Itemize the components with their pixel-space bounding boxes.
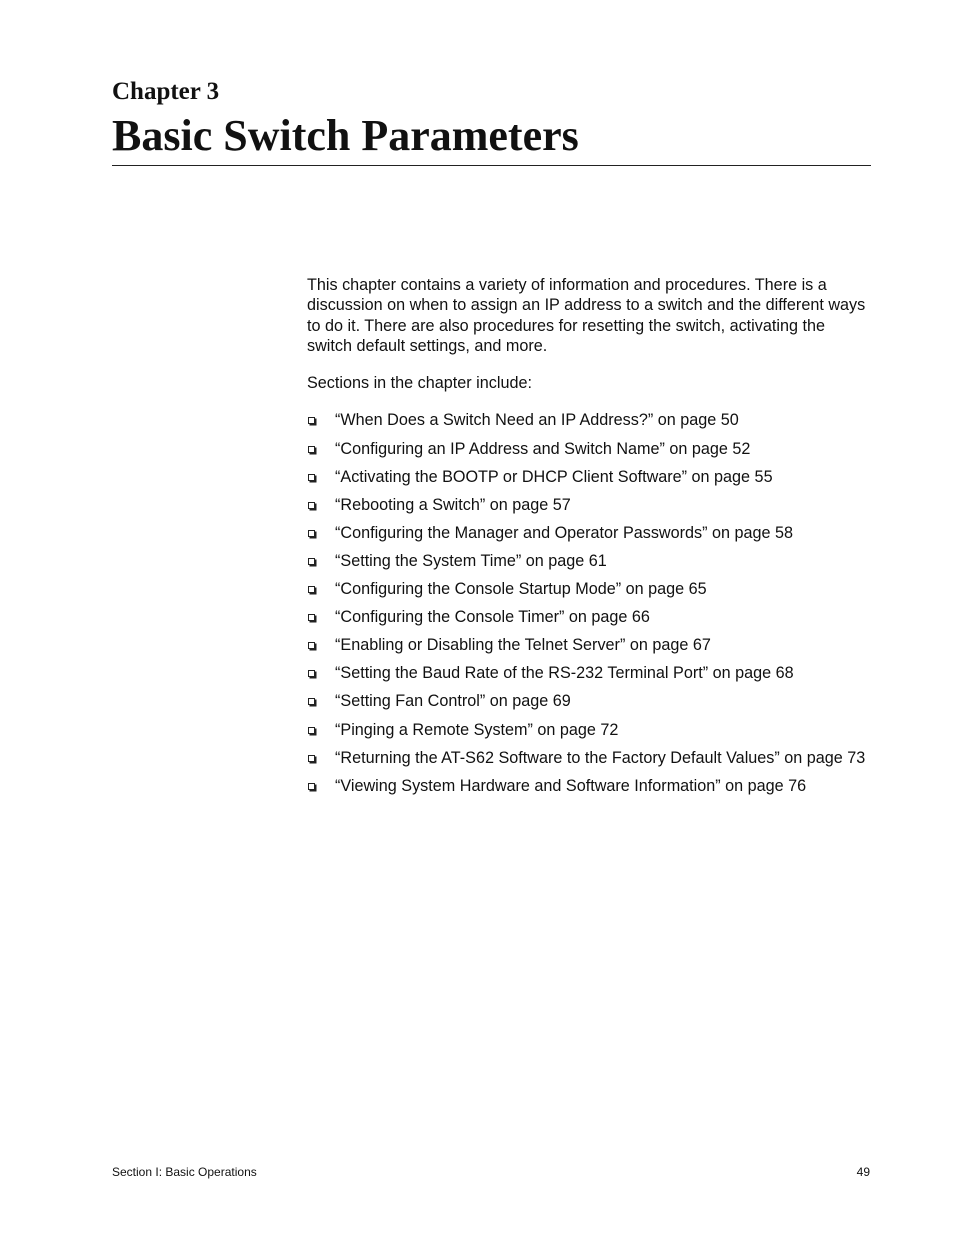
checkbox-bullet-icon (308, 642, 315, 649)
section-link-configure-ip[interactable] (307, 439, 873, 459)
checkbox-bullet-icon (308, 783, 315, 790)
checkbox-bullet-icon (308, 727, 315, 734)
checkbox-bullet-icon (308, 446, 315, 453)
section-link-system-info[interactable] (307, 776, 873, 796)
chapter-content (307, 275, 873, 804)
checkbox-bullet-icon (308, 670, 315, 677)
section-link-system-time[interactable] (307, 551, 873, 571)
title-divider (112, 165, 871, 166)
section-link-label: “Returning the AT-S62 Software to the Factory Default Values” on page 73 (335, 748, 866, 767)
section-link-label: “Setting the System Time” on page 61 (335, 551, 607, 570)
section-link-label: “Enabling or Disabling the Telnet Server” on page 67 (335, 636, 711, 655)
checkbox-bullet-icon (308, 474, 315, 481)
checkbox-bullet-icon (308, 614, 315, 621)
section-link-bootp-dhcp[interactable] (307, 467, 873, 487)
checkbox-bullet-icon (308, 698, 315, 705)
section-link-label: “Activating the BOOTP or DHCP Client Software” on page 55 (335, 467, 773, 486)
intro-paragraph: This chapter contains a variety of information and procedures. There is a discussion on when to assign an IP address to a switch and the different ways to do it. There are also procedures for resetting the switch, activating the switch default settings, and more. (307, 276, 866, 355)
section-link-baud-rate[interactable] (307, 663, 873, 683)
section-link-label: “Configuring the Manager and Operator Passwords” on page 58 (335, 523, 794, 542)
section-link-ip-address-need[interactable] (307, 410, 873, 430)
section-link-label: “Setting Fan Control” on page 69 (335, 692, 571, 711)
sections-lead: Sections in the chapter include: (307, 374, 532, 393)
section-link-fan-control[interactable] (307, 691, 873, 711)
section-link-label: “Configuring the Console Timer” on page 66 (335, 608, 650, 627)
checkbox-bullet-icon (308, 417, 315, 424)
section-link-pinging[interactable] (307, 720, 873, 740)
section-link-label: “Rebooting a Switch” on page 57 (335, 495, 571, 514)
checkbox-bullet-icon (308, 530, 315, 537)
section-link-passwords[interactable] (307, 523, 873, 543)
section-link-label: “Configuring the Console Startup Mode” on page 65 (335, 580, 707, 599)
section-link-rebooting[interactable] (307, 495, 873, 515)
checkbox-bullet-icon (308, 502, 315, 509)
section-link-console-timer[interactable] (307, 607, 873, 627)
section-link-factory-defaults[interactable] (307, 748, 873, 768)
section-link-label: “Setting the Baud Rate of the RS-232 Terminal Port” on page 68 (335, 664, 794, 683)
checkbox-bullet-icon (308, 586, 315, 593)
section-link-telnet[interactable] (307, 635, 873, 655)
footer-page-number: 49 (856, 1165, 870, 1179)
section-link-console-startup[interactable] (307, 579, 873, 599)
section-link-label: “Viewing System Hardware and Software Information” on page 76 (335, 776, 807, 795)
section-list (307, 410, 873, 796)
chapter-label: Chapter 3 (112, 78, 220, 105)
section-link-label: “Configuring an IP Address and Switch Name” on page 52 (335, 439, 751, 458)
checkbox-bullet-icon (308, 755, 315, 762)
section-link-label: “When Does a Switch Need an IP Address?” on page 50 (335, 411, 739, 430)
chapter-title: Basic Switch Parameters (112, 111, 579, 160)
checkbox-bullet-icon (308, 558, 315, 565)
section-link-label: “Pinging a Remote System” on page 72 (335, 720, 619, 739)
footer-section-name: Section I: Basic Operations (112, 1165, 257, 1179)
